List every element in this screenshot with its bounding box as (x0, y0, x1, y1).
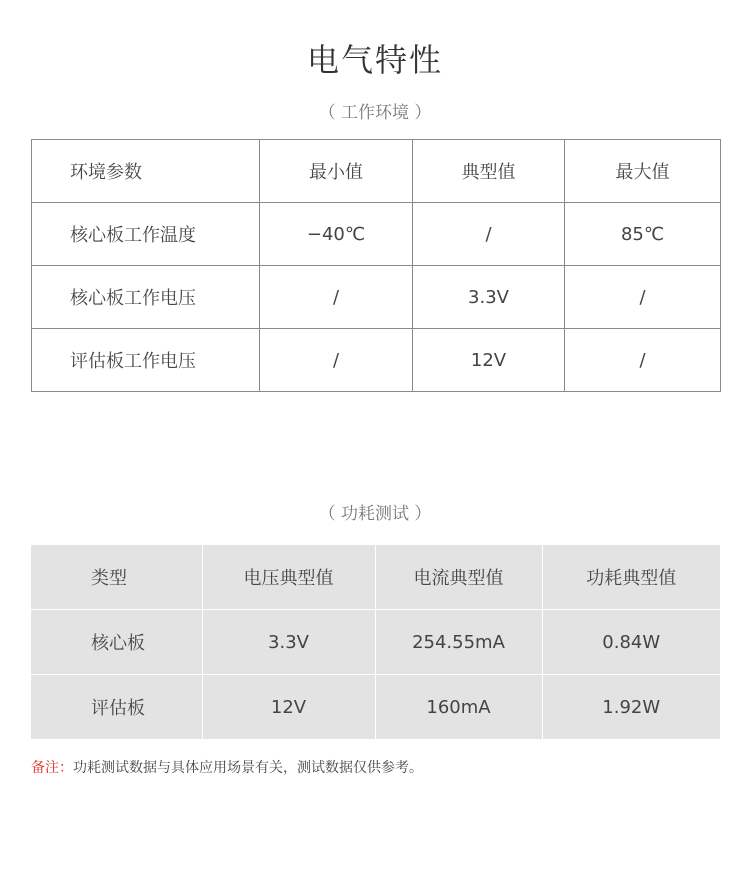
table-cell: 85℃ (565, 203, 721, 266)
table-cell: / (260, 329, 413, 392)
page-title: 电气特性 (306, 41, 443, 79)
row-label: 评估板工作电压 (32, 329, 260, 392)
table-cell: 1.92W (602, 696, 661, 718)
table-cell: 160mA (375, 675, 542, 740)
power-section-subtitle: （ 功耗测试 ） (318, 504, 432, 524)
table-row (31, 610, 720, 675)
header-cell: 最小值 (260, 140, 413, 203)
note-label: 备注： (31, 760, 73, 776)
table-cell: 3.3V (202, 610, 375, 675)
header-cell: 功耗典型值 (542, 545, 720, 610)
table-row (31, 675, 720, 740)
table-row (32, 329, 721, 392)
note-text: 功耗测试数据与具体应用场景有关，测试数据仅供参考。 (73, 760, 423, 776)
table-row (32, 266, 721, 329)
row-label: 核心板工作电压 (32, 266, 260, 329)
row-label: 核心板 (31, 610, 202, 675)
table-cell: −40℃ (260, 203, 413, 266)
table-cell: / (260, 266, 413, 329)
header-cell: 电压典型值 (202, 545, 375, 610)
footnote (31, 758, 423, 778)
environment-table (31, 139, 721, 392)
header-cell: 最大值 (565, 140, 721, 203)
power-consumption-table (31, 545, 720, 739)
table-header-row (31, 545, 720, 610)
row-label: 核心板工作温度 (32, 203, 260, 266)
header-cell: 典型值 (413, 140, 565, 203)
header-cell: 环境参数 (32, 140, 260, 203)
table-cell: / (565, 266, 721, 329)
table-cell: 254.55mA (375, 610, 542, 675)
row-label: 评估板 (31, 675, 202, 740)
table-cell: / (565, 329, 721, 392)
table-header-row (32, 140, 721, 203)
table-cell: / (413, 203, 565, 266)
table-cell: 0.84W (542, 610, 720, 675)
table-cell: 12V (413, 329, 565, 392)
table-cell: 3.3V (413, 266, 565, 329)
table-cell: 12V (202, 675, 375, 740)
table-row (32, 203, 721, 266)
header-cell: 电流典型值 (375, 545, 542, 610)
env-section-subtitle: （ 工作环境 ） (318, 103, 432, 123)
header-cell: 类型 (31, 545, 202, 610)
